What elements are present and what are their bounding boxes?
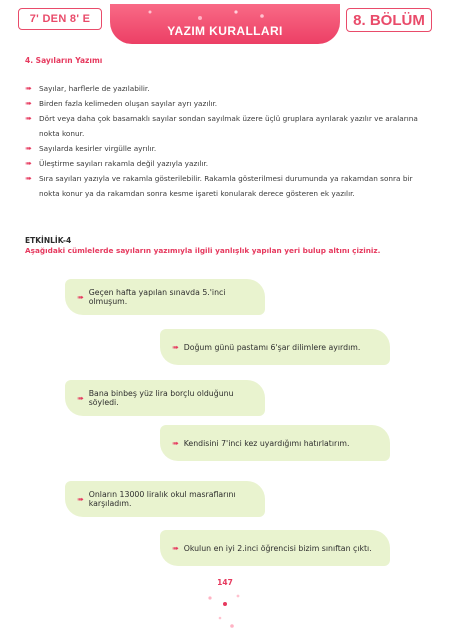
rule-item — [25, 171, 425, 186]
arrow-right-icon: ➠ — [172, 543, 179, 553]
arrow-right-icon: ➠ — [25, 99, 32, 108]
arrow-right-icon: ➠ — [77, 292, 84, 302]
decor-dot — [237, 595, 240, 598]
sentence-box — [160, 329, 390, 365]
arrow-right-icon: ➠ — [172, 438, 179, 448]
arrow-right-icon: ➠ — [172, 342, 179, 352]
rule-text: nokta konur. — [39, 129, 85, 138]
rule-item — [25, 81, 425, 96]
activity-instruction: Aşağıdaki cümlelerde sayıların yazımıyla ilgili yanlışlık yapılan yeri bulup altını çiziniz. — [25, 246, 381, 255]
sentence-box — [160, 530, 390, 566]
page-number: 147 — [217, 578, 233, 587]
arrow-right-icon: ➠ — [25, 84, 32, 93]
rules-list — [25, 81, 425, 201]
page-title: YAZIM KURALLARI — [167, 24, 283, 38]
rule-text: Sıra sayıları yazıyla ve rakamla gösterilebilir. Rakamla gösterilmesi durumunda ya rakamdan sonra bir — [39, 174, 413, 183]
decor-dot — [223, 602, 227, 606]
rule-text: nokta konur ya da rakamdan sonra kesme işareti konularak derece gösteren ek yazılır. — [39, 189, 355, 198]
sentence-text[interactable]: Okulun en iyi 2.inci öğrencisi bizim sınıftan çıktı. — [183, 543, 372, 553]
sentence-text[interactable]: Onların 13000 liralık okul masraflarını karşıladım. — [88, 490, 236, 508]
activity-title: ETKİNLİK-4 — [25, 236, 72, 245]
grade-tab: 7' DEN 8' E — [18, 8, 102, 30]
arrow-right-icon: ➠ — [25, 114, 32, 123]
rule-item — [25, 96, 425, 111]
title-band — [110, 4, 340, 44]
arrow-right-icon: ➠ — [25, 144, 32, 153]
page-header — [0, 0, 450, 48]
page-number-decoration — [180, 588, 270, 633]
arrow-right-icon: ➠ — [77, 393, 84, 403]
rule-text: Sayılar, harflerle de yazılabilir. — [39, 84, 150, 93]
sentence-box — [65, 481, 265, 517]
rule-continuation — [25, 186, 425, 201]
arrow-right-icon: ➠ — [77, 494, 84, 504]
arrow-right-icon: ➠ — [25, 174, 32, 183]
decor-dot — [208, 596, 211, 599]
rule-item — [25, 141, 425, 156]
rule-text: Dört veya daha çok basamaklı sayılar sondan sayılmak üzere üçlü gruplara ayrılarak yazılır ve aralarına — [39, 114, 418, 123]
rule-continuation — [25, 126, 425, 141]
decor-dot — [230, 624, 234, 628]
section-heading: 4. Sayıların Yazımı — [25, 56, 103, 65]
arrow-right-icon: ➠ — [25, 159, 32, 168]
sentence-box — [65, 380, 265, 416]
sentence-text[interactable]: Geçen hafta yapılan sınavda 5.'inci olmuşum. — [88, 288, 226, 306]
rule-text: Sayılarda kesirler virgülle ayrılır. — [39, 144, 157, 153]
decor-dot — [219, 617, 222, 620]
sentence-text[interactable]: Bana binbeş yüz lira borçlu olduğunu söyledi. — [88, 389, 234, 407]
rule-text: Birden fazla kelimeden oluşan sayılar ayrı yazılır. — [39, 99, 218, 108]
sentence-box — [65, 279, 265, 315]
section-tab: 8. BÖLÜM — [346, 8, 432, 32]
rule-item — [25, 111, 425, 126]
rule-item — [25, 156, 425, 171]
rule-text: Üleştirme sayıları rakamla değil yazıyla yazılır. — [39, 159, 209, 168]
sentence-text[interactable]: Doğum günü pastamı 6'şar dilimlere ayırdım. — [183, 342, 361, 352]
sentence-text[interactable]: Kendisini 7'inci kez uyardığımı hatırlatırım. — [183, 438, 350, 448]
sentence-box — [160, 425, 390, 461]
